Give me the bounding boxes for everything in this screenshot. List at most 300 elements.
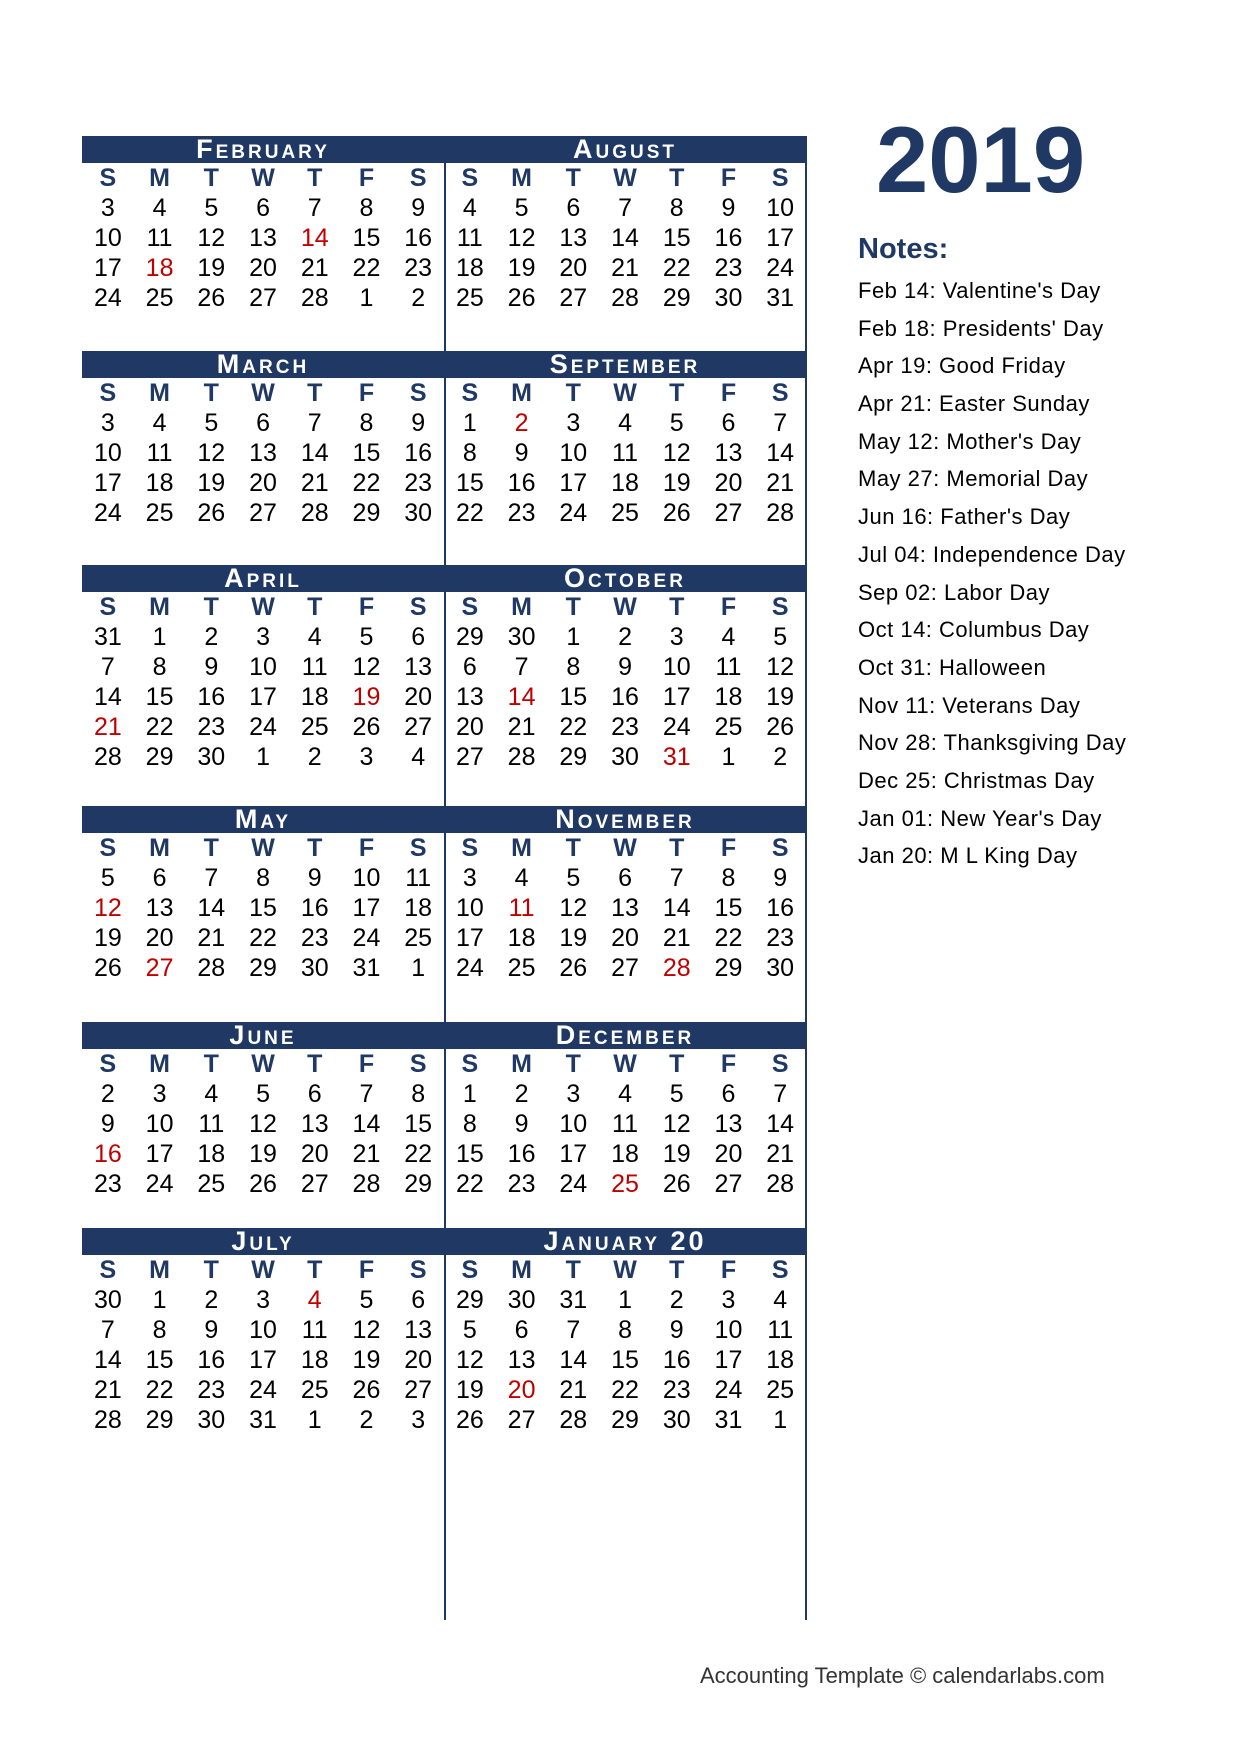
- date-cell: 15: [352, 224, 381, 252]
- weekday-label: S: [461, 834, 479, 862]
- date-cell: 30: [404, 499, 433, 527]
- date-cell: 17: [455, 924, 484, 952]
- holiday-date: 27: [145, 954, 174, 982]
- footer-credit: Accounting Template © calendarlabs.com: [700, 1663, 1105, 1688]
- date-cell: 6: [618, 864, 632, 892]
- week-row: [444, 283, 806, 313]
- week-row: [82, 682, 444, 712]
- date-cell: 21: [300, 469, 329, 497]
- date-cell: 16: [300, 894, 329, 922]
- date-cell: 30: [300, 954, 329, 982]
- date-cell: 12: [559, 894, 588, 922]
- date-cell: 2: [307, 743, 322, 771]
- week-row: [444, 408, 806, 438]
- weekday-label: T: [203, 1256, 219, 1284]
- date-cell: 11: [301, 653, 328, 681]
- week-row: [444, 1405, 806, 1435]
- date-cell: 5: [204, 194, 219, 222]
- date-cell: 6: [462, 653, 477, 681]
- date-cell: 22: [455, 499, 484, 527]
- week-row: [82, 1345, 444, 1375]
- date-cell: 25: [145, 499, 174, 527]
- weekday-label: T: [565, 379, 581, 407]
- date-cell: 2: [204, 1286, 219, 1314]
- date-cell: 6: [721, 409, 736, 437]
- date-cell: 22: [455, 1170, 484, 1198]
- holiday-date: 28: [662, 954, 691, 982]
- date-cell: 1: [462, 409, 477, 437]
- date-cell: 23: [611, 713, 639, 741]
- date-cell: 18: [145, 469, 174, 497]
- weekday-row: [82, 1049, 444, 1079]
- weekday-label: F: [720, 1256, 737, 1284]
- date-cell: 12: [249, 1110, 277, 1138]
- holiday-date: 31: [662, 743, 691, 771]
- date-cell: 14: [197, 894, 226, 922]
- month-header: July: [82, 1228, 444, 1255]
- week-row: [82, 283, 444, 313]
- date-cell: 14: [93, 1346, 122, 1374]
- weekday-row: [444, 378, 806, 408]
- date-cell: 30: [611, 743, 639, 771]
- date-cell: 25: [300, 713, 329, 741]
- weekday-label: T: [307, 379, 323, 407]
- date-cell: 17: [145, 1140, 174, 1168]
- holiday-date: 14: [507, 683, 536, 711]
- date-cell: 20: [559, 254, 588, 282]
- weekday-label: S: [771, 164, 789, 192]
- date-cell: 23: [507, 1170, 536, 1198]
- date-cell: 27: [249, 499, 277, 527]
- week-row: [82, 408, 444, 438]
- date-cell: 9: [669, 1316, 684, 1344]
- weekday-label: W: [251, 1050, 275, 1078]
- weekday-label: S: [461, 379, 479, 407]
- weekday-label: S: [99, 593, 117, 621]
- date-cell: 28: [197, 954, 226, 982]
- date-cell: 5: [204, 409, 219, 437]
- date-cell: 3: [152, 1080, 167, 1108]
- date-cell: 4: [204, 1080, 219, 1108]
- date-cell: 8: [669, 194, 684, 222]
- note-item: Apr 19: Good Friday: [858, 353, 1066, 379]
- weekday-row: [444, 163, 806, 193]
- date-cell: 14: [352, 1110, 381, 1138]
- weekday-label: W: [251, 593, 275, 621]
- date-cell: 24: [766, 254, 795, 282]
- weekday-label: S: [771, 1256, 789, 1284]
- date-cell: 10: [766, 194, 795, 222]
- month-header: May: [82, 806, 444, 833]
- date-cell: 9: [514, 1110, 529, 1138]
- weekday-label: M: [511, 1256, 532, 1284]
- date-cell: 7: [773, 1080, 788, 1108]
- date-cell: 21: [766, 469, 795, 497]
- weekday-label: T: [565, 593, 581, 621]
- holiday-date: 14: [300, 224, 329, 252]
- date-cell: 27: [404, 713, 433, 741]
- month-header: November: [444, 806, 806, 833]
- date-cell: 4: [618, 409, 632, 437]
- week-row: [82, 1405, 444, 1435]
- date-cell: 19: [352, 1346, 381, 1374]
- week-row: [82, 1109, 444, 1139]
- weekday-label: M: [149, 593, 170, 621]
- date-cell: 30: [197, 743, 226, 771]
- month-block: [444, 806, 806, 983]
- date-cell: 8: [721, 864, 736, 892]
- date-cell: 21: [93, 1376, 122, 1404]
- weekday-label: F: [720, 593, 737, 621]
- date-cell: 15: [455, 1140, 484, 1168]
- date-cell: 28: [611, 284, 639, 312]
- month-block: [444, 136, 806, 313]
- date-cell: 15: [352, 439, 381, 467]
- date-cell: 2: [669, 1286, 684, 1314]
- date-cell: 25: [197, 1170, 226, 1198]
- date-cell: 5: [566, 864, 581, 892]
- date-cell: 6: [256, 409, 270, 437]
- date-cell: 3: [359, 743, 374, 771]
- date-cell: 19: [455, 1376, 484, 1404]
- date-cell: 20: [611, 924, 639, 952]
- date-cell: 1: [566, 623, 581, 651]
- date-cell: 20: [404, 1346, 433, 1374]
- month-header: September: [444, 351, 806, 378]
- date-cell: 29: [714, 954, 743, 982]
- note-item: Jun 16: Father's Day: [858, 504, 1071, 530]
- date-cell: 10: [662, 653, 691, 681]
- date-cell: 6: [721, 1080, 736, 1108]
- date-cell: 7: [669, 864, 684, 892]
- date-cell: 19: [249, 1140, 277, 1168]
- date-cell: 14: [766, 1110, 795, 1138]
- weekday-label: T: [307, 834, 323, 862]
- weekday-label: W: [613, 1050, 637, 1078]
- month-header: June: [82, 1022, 444, 1049]
- date-cell: 21: [197, 924, 226, 952]
- date-cell: 25: [404, 924, 433, 952]
- weekday-label: T: [669, 834, 685, 862]
- date-cell: 7: [100, 1316, 115, 1344]
- weekday-label: S: [99, 1050, 117, 1078]
- holiday-date: 20: [507, 1376, 536, 1404]
- date-cell: 23: [404, 469, 433, 497]
- date-cell: 26: [559, 954, 588, 982]
- date-cell: 23: [714, 254, 743, 282]
- date-cell: 9: [204, 653, 219, 681]
- weekday-label: M: [149, 164, 170, 192]
- column-divider: [805, 136, 807, 1620]
- month-header: January 20: [444, 1228, 806, 1255]
- date-cell: 4: [152, 194, 167, 222]
- date-cell: 1: [152, 1286, 167, 1314]
- date-cell: 19: [662, 469, 691, 497]
- date-cell: 3: [669, 623, 684, 651]
- weekday-label: W: [613, 593, 637, 621]
- date-cell: 25: [145, 284, 174, 312]
- weekday-label: S: [461, 1256, 479, 1284]
- date-cell: 6: [411, 1286, 426, 1314]
- weekday-row: [444, 1255, 806, 1285]
- date-cell: 31: [93, 623, 122, 651]
- date-cell: 24: [455, 954, 484, 982]
- date-cell: 4: [307, 623, 322, 651]
- date-cell: 15: [249, 894, 277, 922]
- month-block: [82, 1022, 444, 1199]
- holiday-date: 16: [93, 1140, 122, 1168]
- date-cell: 25: [766, 1376, 795, 1404]
- date-cell: 23: [404, 254, 433, 282]
- date-cell: 13: [404, 1316, 433, 1344]
- date-cell: 21: [559, 1376, 588, 1404]
- date-cell: 11: [612, 1110, 638, 1138]
- week-row: [82, 438, 444, 468]
- date-cell: 15: [559, 683, 588, 711]
- weekday-row: [82, 833, 444, 863]
- date-cell: 3: [100, 409, 115, 437]
- date-cell: 3: [721, 1286, 736, 1314]
- date-cell: 17: [93, 469, 122, 497]
- date-cell: 22: [249, 924, 277, 952]
- week-row: [82, 742, 444, 772]
- date-cell: 19: [93, 924, 122, 952]
- date-cell: 13: [611, 894, 639, 922]
- date-cell: 29: [455, 1286, 484, 1314]
- weekday-label: T: [669, 379, 685, 407]
- note-item: Dec 25: Christmas Day: [858, 767, 1095, 793]
- date-cell: 24: [249, 713, 277, 741]
- date-cell: 8: [152, 1316, 167, 1344]
- month-block: [444, 351, 806, 528]
- weekday-label: M: [511, 1050, 532, 1078]
- date-cell: 26: [249, 1170, 277, 1198]
- week-row: [444, 1169, 806, 1199]
- week-row: [82, 712, 444, 742]
- weekday-label: T: [307, 1256, 323, 1284]
- note-item: Nov 11: Veterans Day: [858, 692, 1081, 718]
- year-title: 2019: [876, 107, 1086, 212]
- date-cell: 26: [662, 499, 691, 527]
- date-cell: 13: [300, 1110, 329, 1138]
- week-row: [444, 682, 806, 712]
- calendar-grid: [82, 136, 806, 1620]
- date-cell: 15: [404, 1110, 433, 1138]
- weekday-label: M: [149, 1050, 170, 1078]
- month-block: [444, 1228, 806, 1435]
- month-block: [444, 565, 806, 772]
- note-item: Sep 02: Labor Day: [858, 579, 1050, 605]
- holiday-date: 25: [611, 1170, 639, 1198]
- note-item: Feb 14: Valentine's Day: [858, 278, 1101, 303]
- date-cell: 29: [662, 284, 691, 312]
- date-cell: 30: [766, 954, 795, 982]
- date-cell: 1: [721, 743, 736, 771]
- week-row: [444, 1345, 806, 1375]
- weekday-label: W: [613, 1256, 637, 1284]
- date-cell: 16: [714, 224, 743, 252]
- weekday-row: [82, 378, 444, 408]
- weekday-label: S: [409, 1256, 427, 1284]
- date-cell: 1: [462, 1080, 477, 1108]
- date-cell: 18: [611, 469, 639, 497]
- date-cell: 17: [249, 1346, 277, 1374]
- note-item: May 12: Mother's Day: [858, 428, 1082, 454]
- date-cell: 11: [405, 864, 432, 892]
- date-cell: 26: [197, 499, 226, 527]
- week-row: [82, 468, 444, 498]
- weekday-label: S: [409, 164, 427, 192]
- date-cell: 2: [618, 623, 632, 651]
- weekday-label: M: [149, 834, 170, 862]
- date-cell: 12: [662, 1110, 691, 1138]
- note-item: Jan 20: M L King Day: [858, 843, 1078, 869]
- weekday-label: W: [613, 164, 637, 192]
- weekday-label: F: [358, 379, 375, 407]
- date-cell: 5: [669, 1080, 684, 1108]
- holiday-date: 2: [514, 409, 529, 437]
- date-cell: 21: [507, 713, 536, 741]
- holiday-date: 18: [145, 254, 174, 282]
- date-cell: 17: [662, 683, 691, 711]
- week-row: [82, 1315, 444, 1345]
- date-cell: 9: [204, 1316, 219, 1344]
- weekday-row: [82, 1255, 444, 1285]
- date-cell: 3: [411, 1406, 426, 1434]
- weekday-label: W: [613, 834, 637, 862]
- date-cell: 28: [93, 1406, 122, 1434]
- holiday-date: 21: [93, 713, 122, 741]
- weekday-label: T: [669, 593, 685, 621]
- date-cell: 18: [300, 683, 329, 711]
- week-row: [444, 742, 806, 772]
- date-cell: 1: [152, 623, 167, 651]
- date-cell: 3: [256, 623, 270, 651]
- date-cell: 10: [249, 653, 277, 681]
- weekday-label: S: [771, 379, 789, 407]
- weekday-label: T: [669, 1256, 685, 1284]
- weekday-label: T: [565, 1050, 581, 1078]
- date-cell: 28: [300, 499, 329, 527]
- weekday-label: F: [720, 1050, 737, 1078]
- month-block: [82, 1228, 444, 1435]
- date-cell: 29: [145, 1406, 174, 1434]
- week-row: [444, 223, 806, 253]
- date-cell: 30: [93, 1286, 122, 1314]
- date-cell: 8: [618, 1316, 632, 1344]
- date-cell: 28: [766, 1170, 795, 1198]
- date-cell: 30: [507, 623, 536, 651]
- weekday-label: M: [511, 834, 532, 862]
- date-cell: 19: [197, 469, 226, 497]
- date-cell: 21: [300, 254, 329, 282]
- date-cell: 18: [455, 254, 484, 282]
- date-cell: 24: [249, 1376, 277, 1404]
- week-row: [82, 1285, 444, 1315]
- weekday-label: M: [511, 379, 532, 407]
- date-cell: 5: [100, 864, 115, 892]
- date-cell: 22: [145, 713, 174, 741]
- weekday-label: S: [461, 593, 479, 621]
- weekday-label: F: [358, 593, 375, 621]
- holiday-date: 11: [508, 894, 535, 922]
- week-row: [444, 652, 806, 682]
- date-cell: 9: [411, 409, 426, 437]
- date-cell: 25: [455, 284, 484, 312]
- weekday-label: M: [149, 1256, 170, 1284]
- week-row: [82, 1139, 444, 1169]
- date-cell: 11: [146, 439, 173, 467]
- date-cell: 3: [566, 409, 581, 437]
- date-cell: 6: [307, 1080, 322, 1108]
- weekday-label: S: [771, 1050, 789, 1078]
- date-cell: 7: [359, 1080, 374, 1108]
- weekday-label: T: [203, 593, 219, 621]
- month-block: [82, 806, 444, 983]
- date-cell: 22: [404, 1140, 433, 1168]
- date-cell: 16: [404, 439, 433, 467]
- note-item: Oct 14: Columbus Day: [858, 617, 1090, 643]
- date-cell: 7: [100, 653, 115, 681]
- date-cell: 31: [714, 1406, 743, 1434]
- date-cell: 28: [93, 743, 122, 771]
- date-cell: 11: [198, 1110, 225, 1138]
- date-cell: 28: [352, 1170, 381, 1198]
- date-cell: 16: [662, 1346, 691, 1374]
- date-cell: 23: [662, 1376, 691, 1404]
- week-row: [444, 498, 806, 528]
- date-cell: 17: [559, 1140, 588, 1168]
- date-cell: 26: [455, 1406, 484, 1434]
- weekday-label: F: [358, 834, 375, 862]
- date-cell: 24: [93, 499, 122, 527]
- weekday-label: S: [99, 834, 117, 862]
- note-item: Nov 28: Thanksgiving Day: [858, 730, 1127, 756]
- week-row: [82, 652, 444, 682]
- weekday-label: W: [613, 379, 637, 407]
- date-cell: 2: [100, 1080, 115, 1108]
- weekday-label: T: [203, 1050, 219, 1078]
- date-cell: 21: [766, 1140, 795, 1168]
- weekday-label: S: [99, 1256, 117, 1284]
- date-cell: 24: [662, 713, 691, 741]
- date-cell: 23: [300, 924, 329, 952]
- weekday-label: S: [99, 379, 117, 407]
- date-cell: 23: [93, 1170, 122, 1198]
- date-cell: 13: [507, 1346, 536, 1374]
- month-block: [444, 1022, 806, 1199]
- date-cell: 27: [559, 284, 588, 312]
- week-row: [82, 498, 444, 528]
- date-cell: 26: [507, 284, 536, 312]
- date-cell: 11: [301, 1316, 328, 1344]
- weekday-row: [82, 163, 444, 193]
- date-cell: 20: [145, 924, 174, 952]
- date-cell: 5: [359, 623, 374, 651]
- date-cell: 25: [714, 713, 743, 741]
- date-cell: 13: [249, 224, 277, 252]
- date-cell: 13: [714, 439, 743, 467]
- date-cell: 9: [618, 653, 632, 681]
- calendar-column-left: [82, 136, 444, 1620]
- calendar-column-right: [444, 136, 806, 1620]
- date-cell: 14: [300, 439, 329, 467]
- date-cell: 24: [559, 1170, 588, 1198]
- month-header: October: [444, 565, 806, 592]
- week-row: [82, 1169, 444, 1199]
- date-cell: 19: [197, 254, 226, 282]
- date-cell: 29: [455, 623, 484, 651]
